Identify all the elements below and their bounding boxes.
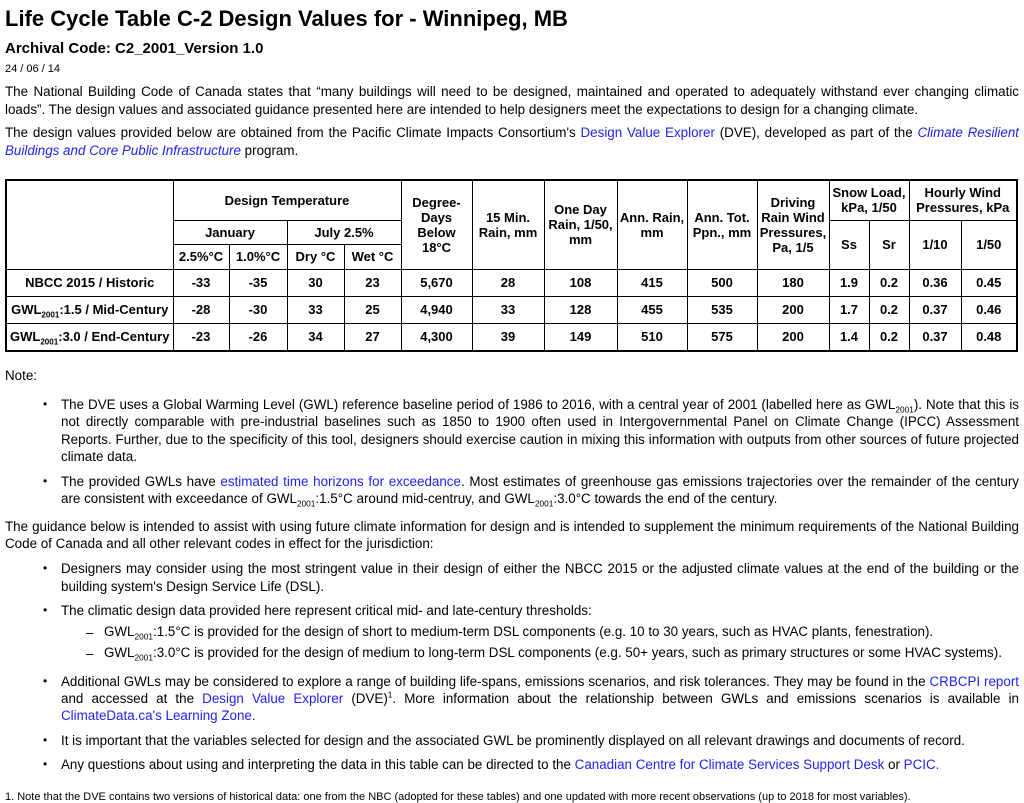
header-january: January [173,220,287,244]
threshold-sublist [61,623,1019,664]
list-item [43,396,1019,466]
header-jan-2-5: 2.5%°C [173,244,229,269]
text-link[interactable]: CRBCPI report [929,673,1019,689]
header-july: July 2.5% [287,220,401,244]
text-segment: 2001 [534,498,554,509]
text-segment: 2001 [895,404,914,415]
cell: 4,940 [401,296,472,323]
cell: 500 [687,269,757,296]
cell: -23 [173,323,229,351]
cell: 200 [757,323,829,351]
intro-paragraph-1: The National Building Code of Canada states that “many buildings will need to be designed, maintained and operated to adequately withstand ever changing climatic loads”. The design values and associated guidance presented here are intended to help designers meet the expectations to design for a changing climate. [5,84,1019,117]
list-item [43,602,1019,665]
row-label [6,269,173,296]
text-segment: program. [240,142,299,158]
text-segment: It is important that the variables selected for design and the associated GWL be prominently displayed on all relevant drawings and documents of record. [61,732,965,748]
cell: 1.7 [829,296,869,323]
header-wind-1-50: 1/50 [961,220,1017,269]
table-row-end-century [6,323,1017,351]
intro-paragraph-2 [5,124,1019,159]
cell: -28 [173,296,229,323]
cell: 28 [472,269,544,296]
sub-bullet-gwl-1-5 [104,623,1019,642]
text-link[interactable]: Design Value Explorer [580,125,715,141]
header-sr: Sr [869,220,909,269]
text-segment: and accessed at the [61,690,203,706]
cell: 108 [544,269,617,296]
row-label [6,296,173,323]
bullet-icon: • [43,603,48,618]
cell: 0.2 [869,323,909,351]
header-snow-load: Snow Load, kPa, 1/50 [829,180,909,221]
cell: 0.46 [961,296,1017,323]
text-segment: :1.5°C around mid-centruy, and GWL [315,491,535,507]
text-segment: The provided GWLs have [61,473,221,489]
note-bullet-gwl-baseline [61,396,1019,466]
cell: 34 [287,323,344,351]
cell: 27 [344,323,401,351]
guidance-bullet-thresholds [61,602,1019,665]
text-segment: GWL [10,329,41,345]
text-segment: :3.0°C towards the end of the century. [553,491,778,507]
header-ann-tot-ppn: Ann. Tot. Ppn., mm [687,180,757,270]
guidance-list [5,560,1019,773]
cell: 200 [757,296,829,323]
text-segment: Additional GWLs may be considered to explore a range of building life-spans, emissions scenarios, and risk tolerances. They may be found in the [61,673,930,689]
header-design-temperature: Design Temperature [173,180,401,221]
cell: -35 [229,269,287,296]
cell: 455 [617,296,687,323]
note-label: Note: [5,367,38,383]
cell: -33 [173,269,229,296]
archival-code: Archival Code: C2_2001_Version 1.0 [5,40,264,58]
text-segment: The design values provided below are obtained from the Pacific Climate Impacts Consortium's [5,125,581,141]
cell: 0.2 [869,296,909,323]
cell: 128 [544,296,617,323]
list-item [43,473,1019,508]
header-wind-1-10: 1/10 [909,220,961,269]
text-segment: or [884,757,904,773]
list-item [43,673,1019,725]
text-segment: 2001 [40,338,59,348]
text-segment: The climatic design data provided here represent critical mid- and late-century thresholds: [61,603,592,619]
dash-icon: – [86,624,94,640]
header-ss: Ss [829,220,869,269]
list-item [86,644,1019,663]
header-degree-days: Degree-Days Below 18°C [401,180,472,270]
bullet-icon: • [43,673,48,688]
text-segment: ). Note that this is not directly comparable with pre-industrial baselines such as 1850 to 1900 often used in Intergovernmental Panel on Climate Change (IPCC) Assessment Reports. Further, due to the specificity of this tool, designers should exercise caution in mixing this information with outputs from other sources of future projected climate data. [61,396,1019,465]
cell: 510 [617,323,687,351]
text-segment: Any questions about using and interpreting the data in this table can be directed to the [61,757,575,773]
cell: 4,300 [401,323,472,351]
text-segment: 1 [387,689,393,700]
note-list [5,396,1019,508]
header-driving-rain: Driving Rain Wind Pressures, Pa, 1/5 [757,180,829,270]
text-segment: Designers may consider using the most stringent value in their design of either the NBCC 2015 or the adjusted climate values at the end of the building or the building system's Design Service Life (DSL). [61,561,1019,594]
guidance-bullet-display-variables [61,732,1019,749]
text-link[interactable]: ClimateData.ca's Learning Zone. [61,708,256,724]
cell: 0.45 [961,269,1017,296]
text-segment: :3.0 / End-Century [58,329,170,345]
cell: 23 [344,269,401,296]
header-one-day-rain: One Day Rain, 1/50, mm [544,180,617,270]
header-ann-rain: Ann. Rain, mm [617,180,687,270]
text-segment: 2001 [296,498,316,509]
guidance-intro: The guidance below is intended to assist with using future climate information for design and is intended to supplement the minimum requirements of the National Building Code of Canada and all other relevant codes in effect for the jurisdiction: [5,518,1019,551]
dash-icon: – [86,646,94,662]
text-segment: 2001 [41,311,60,321]
cell: -30 [229,296,287,323]
list-item [43,732,1019,749]
bullet-icon: • [43,396,48,411]
text-segment: . Most estimates of greenhouse gas emissions trajectories over the remainder of the century are consistent with exceedance of GWL [61,473,1019,507]
text-link[interactable]: PCIC. [903,757,940,773]
text-segment: (DVE) [343,690,388,706]
page-title: Life Cycle Table C-2 Design Values for - Winnipeg, MB [5,6,568,31]
text-segment: The DVE uses a Global Warming Level (GWL) reference baseline period of 1986 to 2016, with a central year of 2001 (labelled here as GWL [61,396,896,412]
cell: 535 [687,296,757,323]
text-segment: GWL [104,645,135,661]
text-link[interactable]: Canadian Centre for Climate Services Support Desk [574,757,885,773]
cell: 1.4 [829,323,869,351]
header-july-wet: Wet °C [344,244,401,269]
header-july-dry: Dry °C [287,244,344,269]
cell: 33 [472,296,544,323]
text-segment: . More information about the relationship between GWLs and emissions scenarios is available in [392,690,1019,706]
cell: 0.37 [909,323,961,351]
table-row-mid-century [6,296,1017,323]
footnote: 1. Note that the DVE contains two versions of historical data: one from the NBC (adopted for these tables) and one updated with more recent observations (up to 2018 for most variables). [5,790,911,803]
table-corner-cell [6,180,173,270]
bullet-icon: • [43,561,48,576]
cell: 0.37 [909,296,961,323]
cell: 0.2 [869,269,909,296]
header-15min-rain: 15 Min. Rain, mm [472,180,544,270]
text-segment: 2001 [134,631,153,642]
header-hourly-wind: Hourly Wind Pressures, kPa [909,180,1017,221]
cell: 0.36 [909,269,961,296]
guidance-bullet-additional-gwls [61,673,1019,725]
text-link[interactable]: Design Value Explorer [202,690,344,706]
cell: 149 [544,323,617,351]
document-page [5,6,1019,803]
cell: 5,670 [401,269,472,296]
text-link[interactable]: estimated time horizons for exceedance [220,473,461,489]
header-jan-1-0: 1.0%°C [229,244,287,269]
note-bullet-time-horizons [61,473,1019,508]
design-values-table [5,179,1018,352]
text-segment: GWL [11,302,42,318]
table-row-historic [6,269,1017,296]
text-segment: 2001 [134,652,153,663]
row-label [6,323,173,351]
list-item [43,560,1019,595]
bullet-icon: • [43,732,48,747]
list-item [43,756,1019,773]
cell: -26 [229,323,287,351]
bullet-icon: • [43,473,48,488]
document-date: 24 / 06 / 14 [5,63,61,76]
cell: 25 [344,296,401,323]
sub-bullet-gwl-3-0 [104,644,1019,663]
text-segment: :1.5°C is provided for the design of short to medium-term DSL components (e.g. 10 to 30 years, such as HVAC plants, fenestration). [152,623,934,639]
cell: 1.9 [829,269,869,296]
cell: 39 [472,323,544,351]
text-segment: :3.0°C is provided for the design of medium to long-term DSL components (e.g. 50+ years, such as primary structures or some HVAC systems). [152,645,1002,661]
text-segment: :1.5 / Mid-Century [59,302,169,318]
guidance-bullet-questions [61,756,1019,773]
cell: 0.48 [961,323,1017,351]
cell: 30 [287,269,344,296]
list-item [86,623,1019,642]
cell: 575 [687,323,757,351]
bullet-icon: • [43,757,48,772]
guidance-bullet-stringent-value [61,560,1019,595]
text-segment: (DVE), developed as part of the [714,125,918,141]
cell: 33 [287,296,344,323]
guidance-bullet-thresholds-text [61,602,1019,619]
cell: 180 [757,269,829,296]
cell: 415 [617,269,687,296]
text-segment: NBCC 2015 / Historic [25,275,155,291]
text-link[interactable]: Climate Resilient Buildings and Core Public Infrastructure [5,125,1019,158]
text-segment: GWL [104,623,135,639]
